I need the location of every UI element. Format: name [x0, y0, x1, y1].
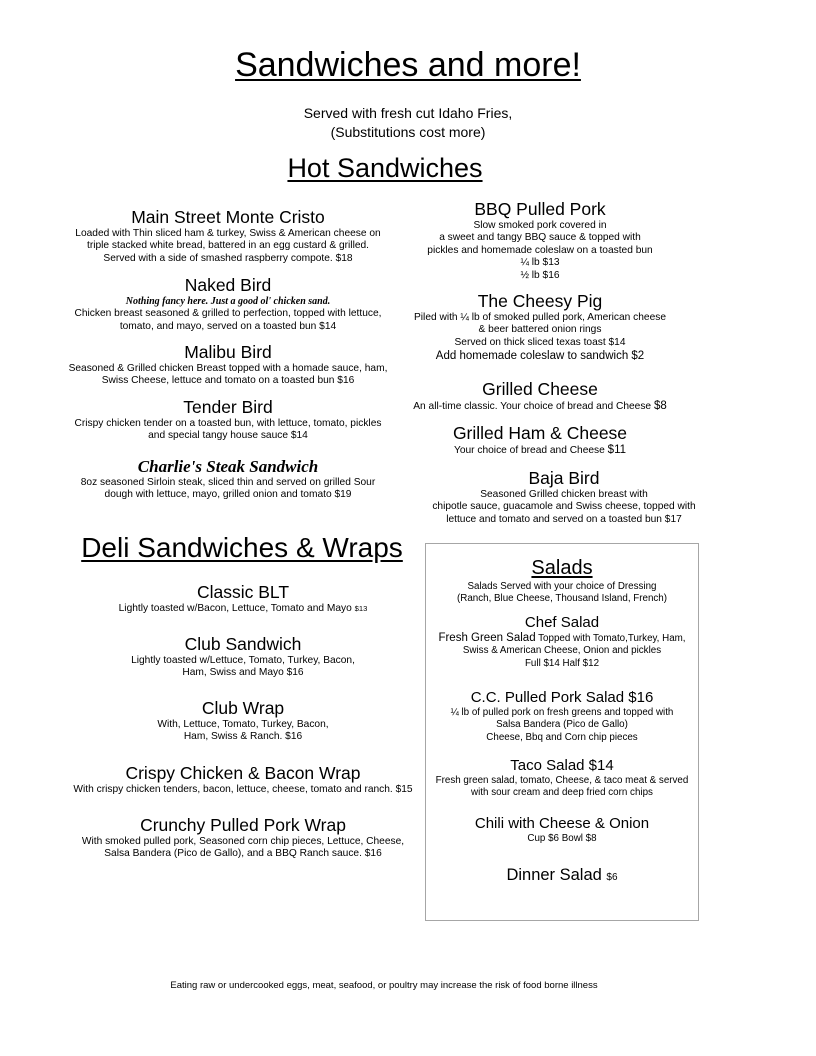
item-desc-line: and special tangy house sauce $14 [148, 430, 308, 442]
item-name: Grilled Ham & Cheese [452, 423, 628, 443]
item-price-line: ½ lb $16 [520, 269, 560, 281]
item-name: The Cheesy Pig [477, 291, 603, 311]
salads-intro-line: (Ranch, Blue Cheese, Thousand Island, French) [456, 593, 668, 605]
item-price-line: ¼ lb $13 [520, 257, 560, 269]
salads-intro-line: Salads Served with your choice of Dressing [467, 581, 657, 592]
item-name: C.C. Pulled Pork Salad $16 [470, 689, 654, 706]
food-safety-disclaimer: Eating raw or undercooked eggs, meat, seafood, or poultry may increase the risk of food borne illness [170, 980, 598, 991]
menu-item-bbq-pulled-pork [400, 199, 680, 282]
item-desc-line: Topped with Tomato,Turkey, Ham, [538, 633, 686, 644]
item-desc-line: Salsa Bandera (Pico de Gallo), and a BBQ Ranch sauce. $16 [104, 848, 382, 860]
item-desc-line: With, Lettuce, Tomato, Turkey, Bacon, [157, 719, 329, 730]
menu-item-naked-bird [60, 275, 396, 333]
menu-item-club-wrap [60, 698, 426, 744]
subtitle [0, 104, 816, 142]
salad-item-pulled-pork [425, 689, 699, 744]
item-desc-line: Slow smoked pork covered in [473, 220, 607, 231]
page-title: Sandwiches and more! [235, 46, 581, 84]
menu-item-club-sandwich [60, 634, 426, 680]
item-lead: Fresh Green Salad [438, 632, 536, 644]
item-desc-line: Crispy chicken tender on a toasted bun, with lettuce, tomato, pickles [74, 418, 382, 429]
menu-item-classic-blt [60, 582, 426, 615]
salads-heading: Salads [531, 557, 593, 579]
item-name: Classic BLT [196, 582, 290, 602]
item-desc-line: Swiss & American Cheese, Onion and pickles [462, 645, 662, 657]
item-desc-line: With crispy chicken tenders, bacon, lettuce, cheese, tomato and ranch. $15 [73, 784, 413, 795]
salad-item-taco [425, 757, 699, 800]
item-desc-line: dough with lettuce, mayo, grilled onion and tomato $19 [104, 489, 352, 501]
item-name: Crunchy Pulled Pork Wrap [140, 815, 346, 835]
item-desc-line: With smoked pulled pork, Seasoned corn chip pieces, Lettuce, Cheese, [81, 836, 405, 847]
item-desc-line: Lightly toasted w/Lettuce, Tomato, Turkey, Bacon, [131, 655, 355, 666]
subtitle-line: Served with fresh cut Idaho Fries, [303, 105, 513, 121]
salad-item-chili [425, 815, 699, 845]
item-desc: Lightly toasted w/Bacon, Lettuce, Tomato and Mayo [118, 603, 352, 614]
item-addon: Add homemade coleslaw to sandwich $2 [435, 350, 645, 363]
menu-item-tender-bird [60, 397, 396, 443]
menu-item-charlies-steak [60, 456, 396, 502]
item-desc-line: Ham, Swiss and Mayo $16 [182, 667, 304, 679]
item-desc-line: Served with a side of smashed raspberry compote. $18 [103, 252, 353, 264]
item-name: Charlie's Steak Sandwich [137, 457, 319, 476]
item-name: Club Sandwich [184, 634, 302, 654]
item-name: Chef Salad [524, 614, 600, 631]
item-desc-line: 8oz seasoned Sirloin steak, sliced thin and served on grilled Sour [80, 477, 376, 488]
menu-item-grilled-ham-cheese [400, 423, 680, 457]
item-desc-line: pickles and homemade coleslaw on a toasted bun [427, 244, 653, 256]
menu-item-malibu-bird [60, 342, 396, 388]
item-desc-line: Seasoned Grilled chicken breast with [480, 489, 648, 500]
item-desc-line: chipotle sauce, guacamole and Swiss cheese, topped with [432, 501, 696, 513]
item-name: Club Wrap [201, 698, 285, 718]
item-name: Naked Bird [184, 275, 272, 295]
item-name: Crispy Chicken & Bacon Wrap [125, 763, 361, 783]
menu-item-crispy-chicken-bacon-wrap [60, 763, 426, 796]
item-price: $8 [653, 400, 667, 412]
item-desc-line: Chicken breast seasoned & grilled to perfection, topped with lettuce, [74, 308, 382, 320]
subtitle-line: (Substitutions cost more) [330, 124, 486, 140]
item-price: $13 [354, 604, 368, 613]
item-name: Grilled Cheese [482, 379, 598, 399]
item-desc-line: tomato, and mayo, served on a toasted bun $14 [119, 320, 337, 332]
hot-sandwiches-heading: Hot Sandwiches [287, 153, 483, 183]
menu-item-crunchy-pulled-pork-wrap [60, 815, 426, 861]
salad-item-chef [425, 614, 699, 670]
item-name: Baja Bird [528, 468, 600, 488]
item-desc-line: Loaded with Thin sliced ham & turkey, Swiss & American cheese on [75, 228, 381, 239]
item-desc-line: Ham, Swiss & Ranch. $16 [183, 731, 303, 743]
item-desc-line: lettuce and tomato and served on a toasted bun $17 [446, 513, 682, 525]
item-name: Dinner Salad [506, 866, 602, 884]
item-desc-line: ¼ lb of pulled pork on fresh greens and topped with [450, 707, 674, 718]
item-desc-line: Piled with ¼ lb of smoked pulled pork, American cheese [414, 312, 666, 323]
item-desc-line: Fresh green salad, tomato, Cheese, & taco meat & served [435, 775, 689, 786]
menu-item-monte-cristo [60, 207, 396, 265]
item-price: $6 [606, 872, 618, 883]
item-desc-line: & beer battered onion rings [478, 324, 602, 336]
item-name: BBQ Pulled Pork [474, 199, 606, 219]
deli-heading: Deli Sandwiches & Wraps [81, 532, 403, 563]
menu-item-grilled-cheese [400, 379, 680, 413]
item-desc-line: Served on thick sliced texas toast $14 [454, 336, 626, 348]
item-name: Main Street Monte Cristo [131, 207, 325, 227]
item-tagline: Nothing fancy here. Just a good ol' chicken sand. [125, 296, 331, 307]
item-desc-line: a sweet and tangy BBQ sauce & topped with [439, 232, 641, 244]
item-desc-line: Salsa Bandera (Pico de Gallo) [496, 719, 628, 731]
item-desc: An all-time classic. Your choice of bread and Cheese [413, 401, 652, 412]
item-name: Tender Bird [183, 397, 273, 417]
item-desc: Your choice of bread and Cheese [453, 445, 605, 456]
item-name: Chili with Cheese & Onion [474, 815, 650, 832]
item-desc-line: Seasoned & Grilled chicken Breast topped with a homade sauce, ham, [68, 363, 388, 374]
item-name: Malibu Bird [184, 342, 272, 362]
item-desc-line: Cheese, Bbq and Corn chip pieces [486, 731, 638, 743]
salads-intro [425, 581, 699, 606]
salad-item-dinner [425, 866, 699, 887]
item-name: Taco Salad $14 [510, 757, 614, 774]
item-desc-line: with sour cream and deep fried corn chips [471, 787, 653, 799]
item-desc-line: triple stacked white bread, battered in an egg custard & grilled. [86, 240, 370, 252]
item-price: $11 [607, 444, 627, 456]
menu-item-baja-bird [424, 468, 704, 526]
item-price-line: Full $14 Half $12 [524, 657, 600, 669]
item-desc-line: Swiss Cheese, lettuce and tomato on a toasted bun $16 [101, 375, 355, 387]
menu-item-cheesy-pig [400, 291, 680, 363]
item-desc-line: Cup $6 Bowl $8 [527, 833, 597, 844]
